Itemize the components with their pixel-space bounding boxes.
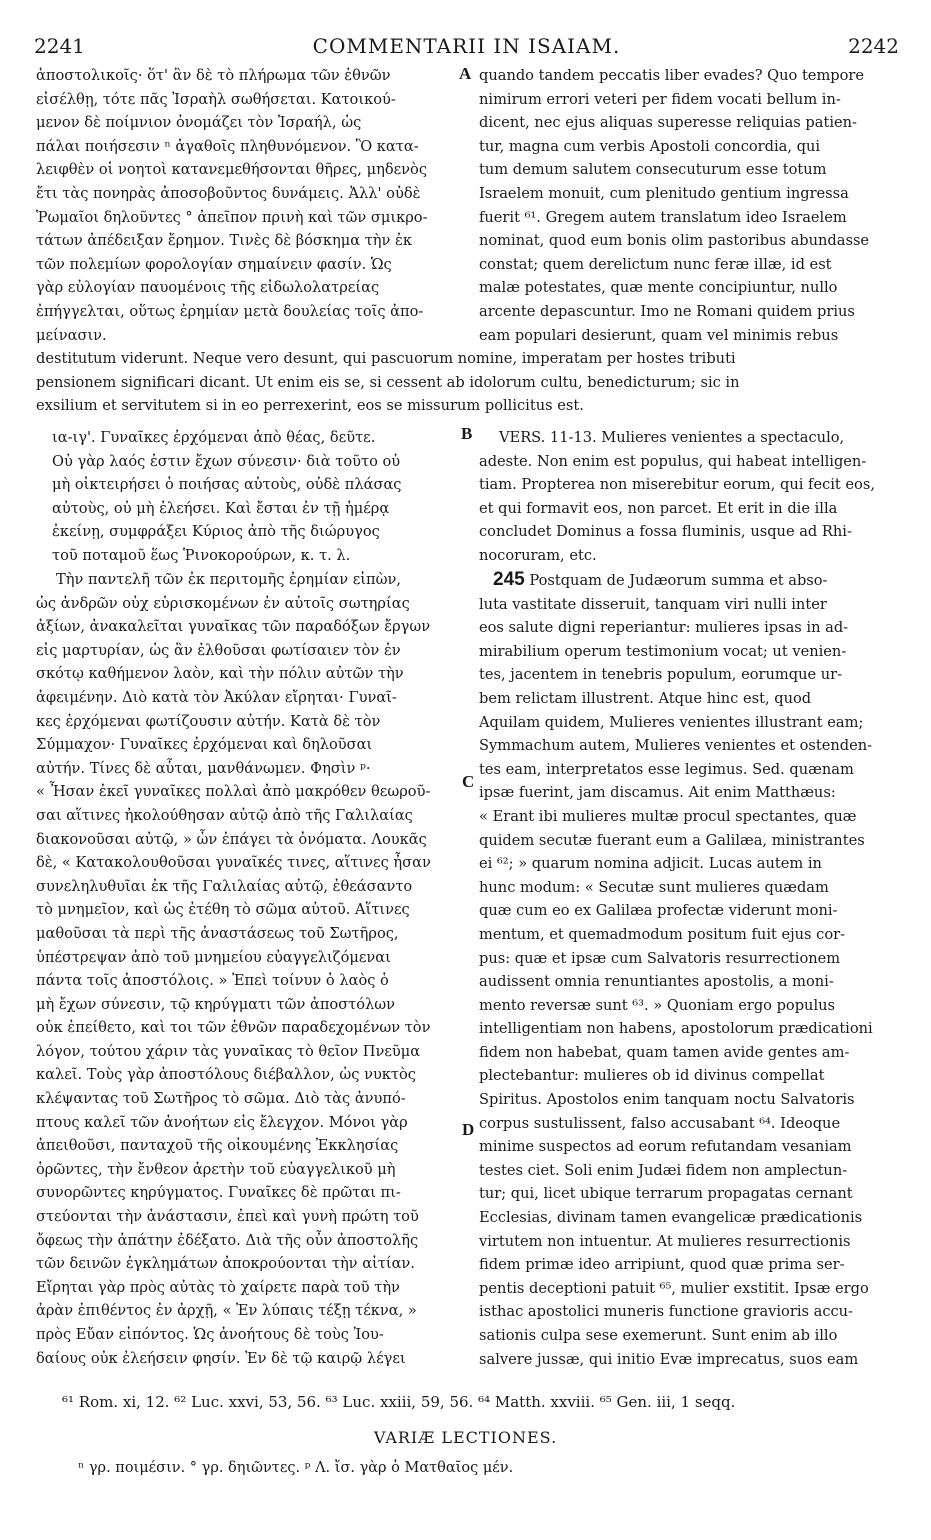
running-title: COMMENTARII IN ISAIAM.	[312, 34, 621, 58]
text-line: μείνασιν.	[36, 326, 107, 344]
text-line: τάτων ἀπέδειξαν ἔρημον. Τινὲς δὲ βόσκημα τὴν ἐκ	[36, 232, 413, 250]
verse-line: ια-ιγ'. Γυναῖκες ἐρχόμεναι ἀπὸ θέας, δεῦτε.	[52, 429, 376, 446]
text-line: bem relictam illustrent. Atque hinc est, quod	[479, 689, 812, 707]
verse-line: concludet Dominus a fossa fluminis, usque ad Rhi-	[479, 523, 852, 541]
text-line: γὰρ εὐλογίαν παυομένοις τῆς εἰδωλολατρείας	[36, 279, 380, 297]
body-latin-column	[479, 568, 895, 1371]
text-line: mentum, et quemadmodum positum fuit ejus cor-	[479, 925, 846, 943]
text-line: ipsæ fuerint, jam discamus. Ait enim Matthæus:	[479, 784, 836, 802]
text-line: συνορῶντες κηρύγματος. Γυναῖκες δὲ πρῶται πι-	[36, 1184, 401, 1202]
text-line: διακονοῦσαι αὐτῷ, » ὧν ἐπάγει τὰ ὀνόματα. Λουκᾶς	[36, 830, 427, 848]
verse-line: ἐκείνῃ, συμφράξει Κύριος ἀπὸ τῆς διώρυγος	[52, 523, 380, 541]
margin-letter-b: B	[461, 424, 473, 443]
text-line: ἀποστολικοῖς· ὅτ' ἂν δὲ τὸ πλήρωμα τῶν ἐθνῶν	[36, 67, 391, 84]
text-line: malæ potestates, quæ mente concipiuntur, nullo	[479, 279, 838, 297]
text-line: arcente depascuntur. Imo ne Romani quidem prius	[479, 302, 855, 320]
text-line: pensionem significari dicant. Ut enim eis se, si cessent ab idolorum cultu, benedicturum; sic in	[36, 373, 740, 391]
text-line: ei ⁶²; » quarum nomina adjicit. Lucas autem in	[479, 855, 822, 873]
text-line: πάλαι ποιήσεσιν ⁿ ἀγαθοῖς πληθυνόμενον. Ὃ κατα-	[36, 137, 419, 155]
text-line: πτους καλεῖ τῶν ἀνοήτων εἰς ἔλεγχον. Μόνοι γὰρ	[36, 1113, 408, 1131]
verse-line: μὴ οἰκτειρήσει ὁ ποιήσας αὐτοὺς, οὐδὲ πλάσας	[52, 476, 402, 494]
text-line: Σύμμαχον· Γυναῖκες ἐρχόμεναι καὶ δηλοῦσαι	[36, 736, 373, 754]
verse-line: tiam. Propterea non miserebitur eorum, qui fecit eos,	[479, 476, 875, 494]
text-line: ἀξίων, ἀνακαλεῖται γυναῖκας τῶν παραδόξων ἔργων	[36, 618, 431, 636]
text-line: fidem non habebat, quam tamen avide gentes am-	[479, 1043, 850, 1061]
text-line: corpus sustulissent, falso accusabant ⁶⁴. Ideoque	[479, 1114, 841, 1132]
text-line: tum demum salutem consecuturum esse totum	[479, 161, 827, 179]
page-number-left: 2241	[34, 34, 85, 58]
text-line: λόγον, τούτου χάριν τὰς γυναῖκας τὸ θεῖον Πνεῦμα	[36, 1042, 421, 1060]
verse-line: τοῦ ποταμοῦ ἕως Ῥινοκορούρων, κ. τ. λ.	[52, 546, 351, 564]
text-line: Ecclesias, divinam tamen evangelicæ prædicationis	[479, 1209, 863, 1227]
text-line: Ῥωμαῖοι δηλοῦντες ° ἀπεῖπον πρινὴ καὶ τῶν σμικρο-	[36, 208, 428, 226]
text-line: sationis culpa sese exemerunt. Sunt enim ab illo	[479, 1327, 838, 1344]
section-number: 245	[493, 569, 525, 590]
text-line: « Erant ibi mulieres multæ procul spectantes, quæ	[479, 807, 857, 825]
text-line: eos salute digni reperiantur: mulieres ipsas in ad-	[479, 619, 849, 637]
verse-line: VERS. 11-13. Mulieres venientes a spectaculo,	[499, 429, 845, 446]
text-line: μὴ ἔχων σύνεσιν, τῷ κηρύγματι τῶν ἀποστόλων	[36, 995, 396, 1013]
page-number-right: 2242	[848, 34, 899, 58]
text-line: exsilium et servitutem si in eo perrexerint, eos se missurum pollicitus est.	[36, 397, 584, 415]
text-line: εἰς μαρτυρίαν, ὡς ἂν ἐλθοῦσαι φωτίσαιεν τὸν ἐν	[36, 641, 401, 659]
text-line: quidem secutæ fuerant eum a Galilæa, ministrantes	[479, 831, 865, 849]
text-line: destitutum viderunt. Neque vero desunt, qui pascuorum nomine, imperatam per hostes tributi	[36, 350, 736, 367]
text-line: ὄφεως τὴν ἀπάτην ἐδέξατο. Διὰ τῆς οὖν ἀποστολῆς	[36, 1231, 419, 1249]
text-line: ὡς ἀνδρῶν οὐχ εὑρισκομένων ἐν αὐτοῖς σωτηρίας	[36, 594, 410, 612]
full-width-latin	[36, 347, 896, 418]
text-line: isthac apostolici muneris functione gravioris accu-	[479, 1303, 853, 1321]
text-line: ἔτι τὰς πονηρὰς ἀποσοβοῦντος δυνάμεις. Ἀλλ' οὐδὲ	[36, 184, 421, 202]
text-line: pentis deceptioni patuit ⁶⁵, mulier exstitit. Ipsæ ergo	[479, 1279, 869, 1297]
text-line: πρὸς Εὔαν εἰπόντος. Ὡς ἀνοήτους δὲ τοὺς Ἰου-	[36, 1326, 384, 1343]
verse-line: nocoruram, etc.	[479, 546, 597, 564]
text-line: τῶν δεινῶν ἐγκλημάτων ἀποκρούονται τὴν αἰτίαν.	[36, 1255, 415, 1273]
text-line: πάντα τοῖς ἀποστόλοις. » Ἐπεὶ τοίνυν ὁ λαὸς ὁ	[36, 972, 389, 990]
text-line: salvere jussæ, qui initio Evæ imprecatus, suos eam	[479, 1350, 859, 1368]
text-line: τὸ μνημεῖον, καὶ ὡς ἐτέθη τὸ σῶμα αὐτοῦ. Αἵτινες	[36, 901, 410, 919]
top-greek-column	[36, 64, 456, 347]
variae-lectiones-title: VARIÆ LECTIONES.	[373, 1428, 558, 1447]
text-line: κες ἐρχόμεναι φωτίζουσιν αὐτήν. Κατὰ δὲ τὸν	[36, 712, 381, 730]
text-line: ἐπήγγελται, οὕτως ἐρημίαν μετὰ δουλείας τοῖς ἀπο-	[36, 302, 424, 320]
text-line: εἰσέλθῃ, τότε πᾶς Ἰσραὴλ σωθήσεται. Κατοικού-	[36, 90, 396, 108]
text-line: testes ciet. Soli enim Judæi fidem non amplectun-	[479, 1161, 848, 1179]
text-line: tur, magna cum verbis Apostoli concordia, qui	[479, 137, 821, 155]
text-line: mento reversæ sunt ⁶³. » Quoniam ergo populus	[479, 996, 836, 1014]
text-line: ἀπειθοῦσι, πανταχοῦ τῆς οἰκουμένης Ἐκκλησίας	[36, 1137, 399, 1155]
text-line: mirabilium operum testimonium vocat; ut venien-	[479, 642, 847, 660]
text-line: pus: quæ et ipsæ cum Salvatoris resurrectionem	[479, 949, 841, 967]
text-line: virtutem non intuentur. At mulieres resurrectionis	[479, 1232, 851, 1250]
top-latin-column	[479, 64, 895, 347]
text-line: tes, jacentem in tenebris populum, eorumque ur-	[479, 666, 843, 684]
text-line: constat; quem derelictum nunc feræ illæ, id est	[479, 255, 832, 273]
verse-latin	[479, 426, 895, 568]
text-line: οὐκ ἐπείθετο, καὶ τοι τῶν ἐθνῶν παραδεχομένων τὸν	[36, 1019, 431, 1037]
text-line: Spiritus. Apostolos enim tanquam noctu Salvatoris	[479, 1091, 855, 1109]
text-line: « Ἦσαν ἐκεῖ γυναῖκες πολλαὶ ἀπὸ μακρόθεν θεωροῦ-	[36, 783, 431, 801]
text-line: fidem primæ ideo arripiunt, quod quæ prima ser-	[479, 1256, 845, 1274]
margin-letter-d: D	[462, 1120, 475, 1139]
verse-line: αὐτοὺς, οὐ μὴ ἐλεήσει. Καὶ ἔσται ἐν τῇ ἡμέρᾳ	[52, 499, 390, 517]
text-line: eam populari desierunt, quam vel minimis rebus	[479, 326, 839, 344]
text-line: ἀρὰν ἐπιθέντος ἐν ἀρχῇ, « Ἐν λύπαις τέξῃ τέκνα, »	[36, 1302, 417, 1320]
text-line: audissent omnia renuntiantes apostolis, a moni-	[479, 973, 834, 991]
text-line: Symmachum autem, Mulieres venientes et ostenden-	[479, 737, 873, 755]
text-line: tur; qui, licet ubique terrarum propagatas cernant	[479, 1185, 853, 1203]
text-line: intelligentiam non habens, apostolorum prædicationi	[479, 1020, 873, 1038]
text-line: ὁρῶντες, τὴν ἔνθεον ἀρετὴν τοῦ εὐαγγελικοῦ μὴ	[36, 1160, 396, 1178]
text-line: nimirum errori veteri per fidem vocati bellum in-	[479, 90, 841, 108]
verse-line: Οὐ γὰρ λαός ἐστιν ἔχων σύνεσιν· διὰ τοῦτο οὐ	[52, 452, 401, 470]
footnotes: ⁶¹ Rom. xi, 12. ⁶² Luc. xxvi, 53, 56. ⁶³ Luc. xxiii, 59, 56. ⁶⁴ Matth. xxviii. ⁶⁵ Gen. iii, 1 seqq.	[62, 1393, 736, 1411]
text-line: quando tandem peccatis liber evades? Quo tempore	[479, 67, 865, 84]
text-line: μαθοῦσαι τὰ περὶ τῆς ἀναστάσεως τοῦ Σωτῆρος,	[36, 924, 399, 942]
text-line: δαίους οὐκ ἐλεήσειν φησίν. Ἐν δὲ τῷ καιρῷ λέγει	[36, 1349, 406, 1367]
first-line-text: Postquam de Judæorum summa et abso-	[524, 572, 828, 589]
margin-letter-c: C	[462, 772, 475, 791]
text-line: δὲ, « Κατακολουθοῦσαι γυναῖκές τινες, αἵτινες ἦσαν	[36, 854, 431, 872]
text-line: κλέψαντας τοῦ Σωτῆρος τὸ σῶμα. Διὸ τὰς ἀνυπό-	[36, 1090, 406, 1108]
text-line: Τὴν παντελῆ τῶν ἐκ περιτομῆς ἐρημίαν εἰπὼν,	[56, 571, 402, 588]
text-line: quæ cum eo ex Galilæa profectæ viderunt moni-	[479, 902, 838, 920]
text-line: λειφθὲν οἱ νοητοὶ κατανεμεθήσονται θῆρες, μηδενὸς	[36, 161, 427, 179]
text-line: minime suspectos ad eorum refutandam vesaniam	[479, 1138, 852, 1156]
text-line: Aquilam quidem, Mulieres venientes illustrant eam;	[479, 713, 864, 731]
text-line: nominat, quod eum bonis olim pastoribus abundasse	[479, 232, 870, 250]
page-header	[34, 34, 899, 60]
text-line: plectebantur: mulieres ob id divinus compellat	[479, 1067, 825, 1085]
text-line: dicent, nec ejus aliquas superesse reliquias patien-	[479, 114, 857, 132]
verse-line: adeste. Non enim est populus, qui habeat intelligen-	[479, 452, 867, 470]
text-line: μενον δὲ ποίμνιον ὀνομάζει τὸν Ἰσραήλ, ὡς	[36, 114, 362, 132]
text-line: στεύονται τὴν ἀνάστασιν, ἐπεὶ καὶ γυνὴ πρώτη τοῦ	[36, 1208, 419, 1226]
body-latin-first-line	[479, 568, 895, 593]
text-line: αὐτήν. Τίνες δὲ αὗται, μανθάνωμεν. Φησὶν ᵖ·	[36, 759, 371, 777]
text-line: σαι αἵτινες ἠκολούθησαν αὐτῷ ἀπὸ τῆς Γαλιλαίας	[36, 806, 413, 824]
text-line: ὑπέστρεψαν ἀπὸ τοῦ μνημείου εὐαγγελιζόμεναι	[36, 948, 391, 966]
text-line: Εἴρηται γὰρ πρὸς αὐτὰς τὸ χαίρετε παρὰ τοῦ τὴν	[36, 1278, 400, 1296]
verse-greek	[52, 426, 456, 568]
text-line: συνεληλυθυῖαι ἐκ τῆς Γαλιλαίας αὐτῷ, ἐθεάσαντο	[36, 877, 413, 895]
body-greek-column	[36, 568, 456, 1370]
text-line: fuerit ⁶¹. Gregem autem translatum ideo Israelem	[479, 208, 847, 226]
text-line: σκότῳ καθήμενον λαὸν, καὶ τὴν πόλιν αὐτῶν τὴν	[36, 665, 404, 683]
text-line: luta vastitate disseruit, tanquam viri nulli inter	[479, 595, 827, 613]
text-line: ἀφειμένην. Διὸ κατὰ τὸν Ἀκύλαν εἴρηται· Γυναῖ-	[36, 688, 397, 706]
text-line: tes eam, interpretatos esse legimus. Sed. quænam	[479, 760, 854, 778]
text-line: καλεῖ. Τοὺς γὰρ ἀποστόλους διέβαλλον, ὡς νυκτὸς	[36, 1066, 416, 1084]
variae-lectiones: ⁿ γρ. ποιμέσιν. ° γρ. δηιῶντες. ᵖ Λ. ἴσ. γὰρ ὁ Ματθαῖος μέν.	[78, 1460, 514, 1476]
text-line: Israelem monuit, cum plenitudo gentium ingressa	[479, 184, 849, 202]
margin-letter-a: A	[459, 64, 472, 83]
text-line: hunc modum: « Secutæ sunt mulieres quædam	[479, 878, 829, 896]
verse-line: et qui formavit eos, non parcet. Et erit in die illa	[479, 499, 838, 517]
text-line: τῶν πολεμίων φορολογίαν σημαίνειν φασίν. Ὡς	[36, 255, 392, 273]
